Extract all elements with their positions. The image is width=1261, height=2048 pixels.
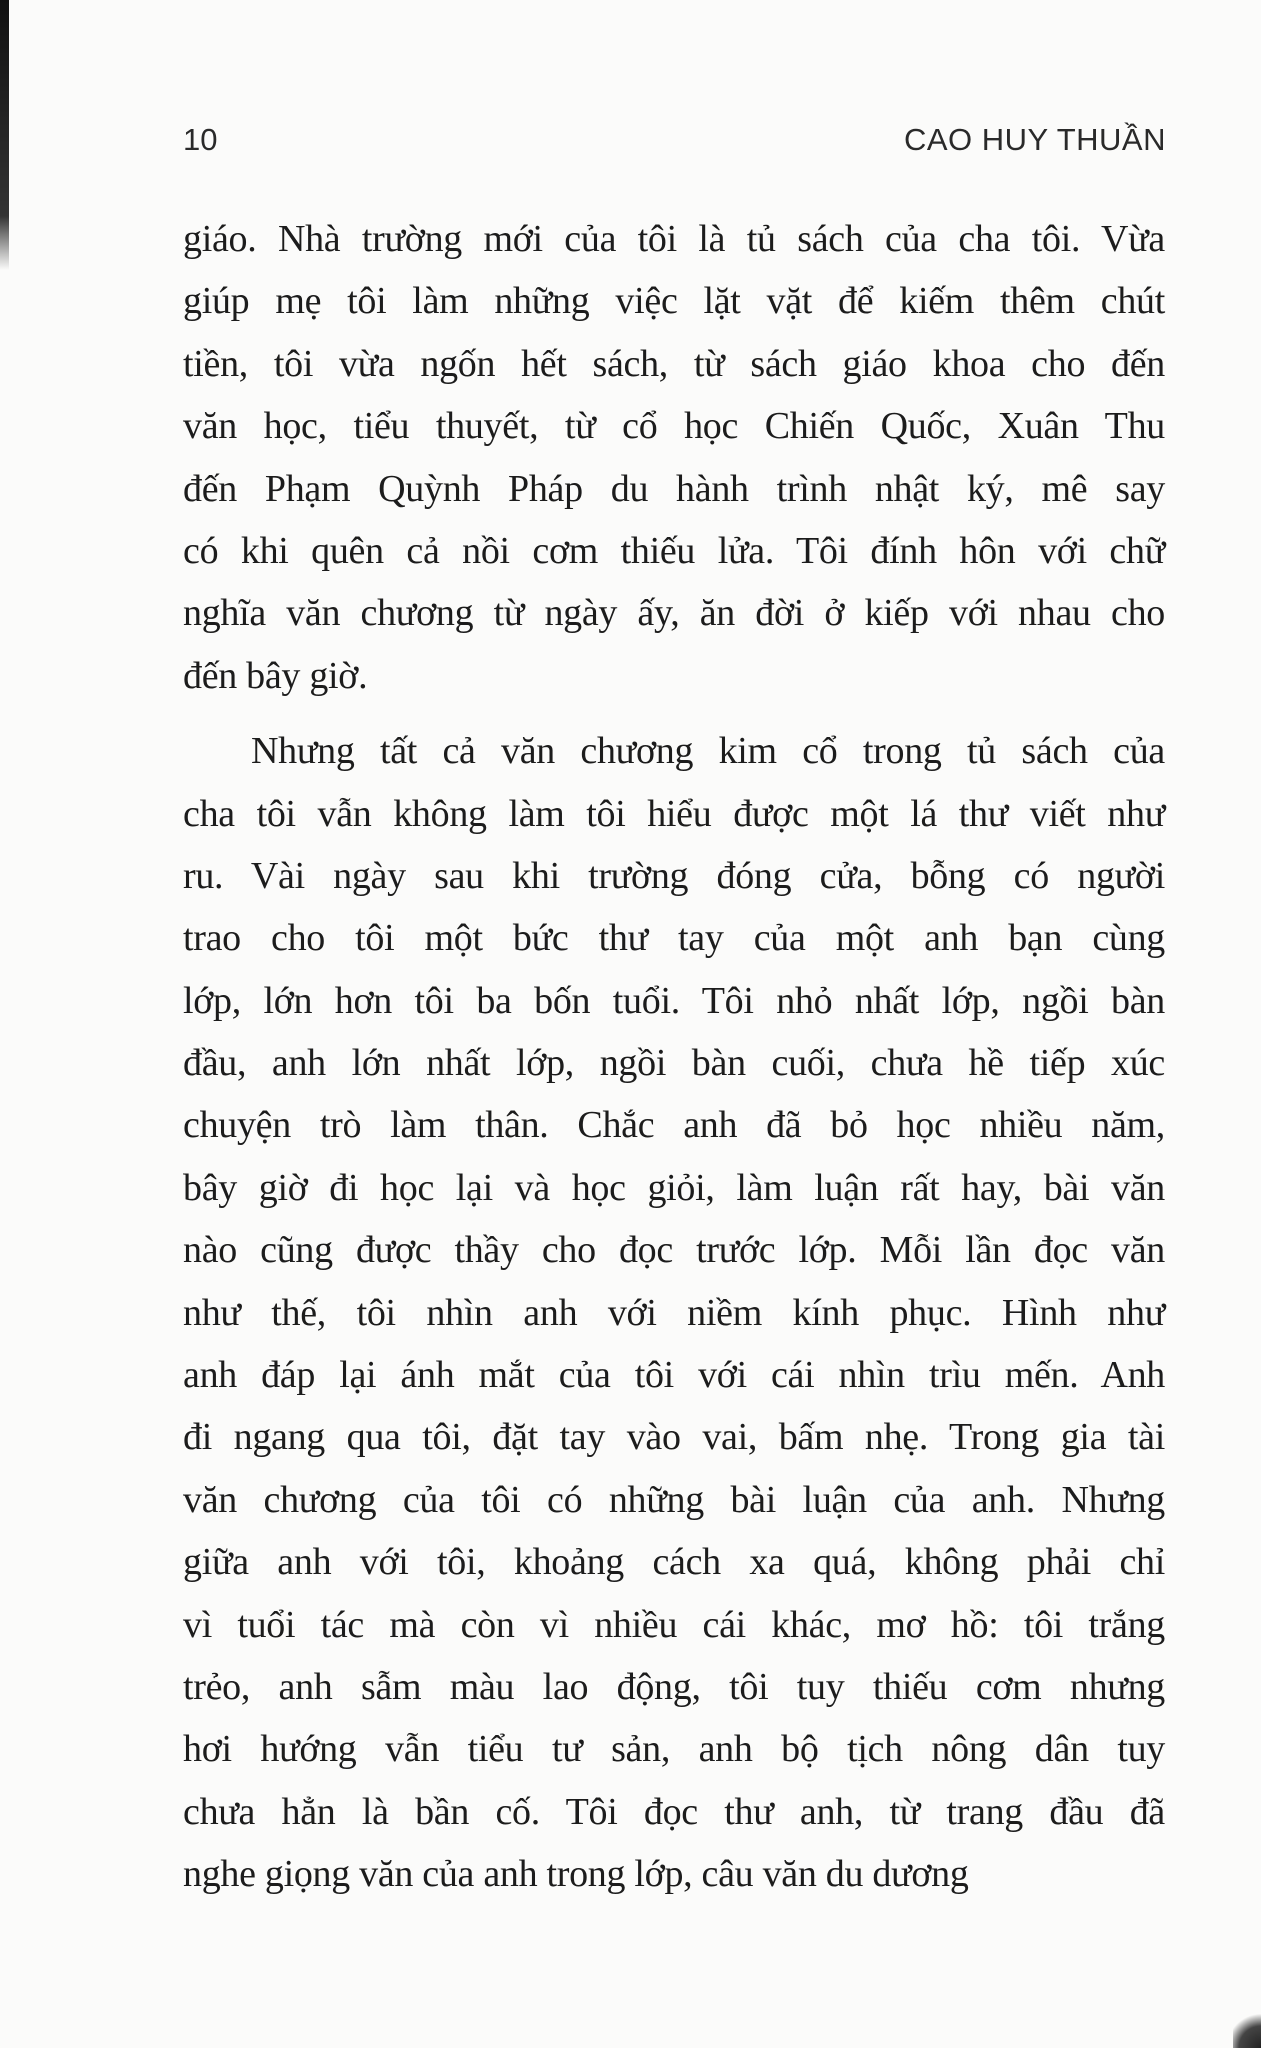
text-line: đầu, anh lớn nhất lớp, ngồi bàn cuối, chưa hề tiếp xúc xyxy=(183,1042,1165,1085)
text-line: hơi hướng vẫn tiểu tư sản, anh bộ tịch nông dân tuy xyxy=(183,1728,1165,1771)
text-line: Nhưng tất cả văn chương kim cổ trong tủ sách của xyxy=(251,730,1165,773)
paragraph xyxy=(183,720,1165,1905)
text-line: giúp mẹ tôi làm những việc lặt vặt để kiếm thêm chút xyxy=(183,280,1165,323)
text-line: tiền, tôi vừa ngốn hết sách, từ sách giáo khoa cho đến xyxy=(183,342,1165,385)
page-number: 10 xyxy=(183,122,218,157)
paragraph-gap xyxy=(183,707,1165,720)
text-line: nghĩa văn chương từ ngày ấy, ăn đời ở kiếp với nhau cho xyxy=(183,592,1165,635)
text-line: nghe giọng văn của anh trong lớp, câu văn du dương xyxy=(183,1853,969,1896)
text-line: đến Phạm Quỳnh Pháp du hành trình nhật ký, mê say xyxy=(183,467,1165,510)
text-line: bây giờ đi học lại và học giỏi, làm luận rất hay, bài văn xyxy=(183,1166,1165,1209)
text-line: như thế, tôi nhìn anh với niềm kính phục. Hình như xyxy=(183,1291,1165,1334)
text-line: văn học, tiểu thuyết, từ cổ học Chiến Quốc, Xuân Thu xyxy=(183,405,1165,448)
text-line: ru. Vài ngày sau khi trường đóng cửa, bỗng có người xyxy=(183,854,1165,897)
text-line: đến bây giờ. xyxy=(183,654,368,697)
page-binding-edge xyxy=(0,0,9,270)
text-line: cha tôi vẫn không làm tôi hiểu được một lá thư viết như xyxy=(183,792,1165,835)
page-corner-shadow xyxy=(1233,2008,1261,2048)
paragraph xyxy=(183,208,1165,707)
text-line: trao cho tôi một bức thư tay của một anh bạn cùng xyxy=(183,917,1165,960)
body-text xyxy=(183,208,1165,1906)
text-line: vì tuổi tác mà còn vì nhiều cái khác, mơ hồ: tôi trắng xyxy=(183,1603,1165,1646)
text-line: trẻo, anh sẫm màu lao động, tôi tuy thiếu cơm nhưng xyxy=(183,1665,1165,1708)
running-head-author: CAO HUY THUẦN xyxy=(903,122,1166,157)
text-line: giữa anh với tôi, khoảng cách xa quá, không phải chỉ xyxy=(183,1541,1165,1584)
text-line: lớp, lớn hơn tôi ba bốn tuổi. Tôi nhỏ nhất lớp, ngồi bàn xyxy=(183,979,1165,1022)
text-line: chuyện trò làm thân. Chắc anh đã bỏ học nhiều năm, xyxy=(183,1104,1165,1147)
text-line: đi ngang qua tôi, đặt tay vào vai, bấm nhẹ. Trong gia tài xyxy=(183,1416,1165,1459)
text-line: giáo. Nhà trường mới của tôi là tủ sách của cha tôi. Vừa xyxy=(183,218,1165,260)
text-line: có khi quên cả nồi cơm thiếu lửa. Tôi đính hôn với chữ xyxy=(183,529,1165,572)
text-line: anh đáp lại ánh mắt của tôi với cái nhìn trìu mến. Anh xyxy=(183,1354,1165,1397)
text-line: chưa hẳn là bần cố. Tôi đọc thư anh, từ trang đầu đã xyxy=(183,1790,1165,1833)
text-line: nào cũng được thầy cho đọc trước lớp. Mỗi lần đọc văn xyxy=(183,1229,1165,1272)
text-line: văn chương của tôi có những bài luận của anh. Nhưng xyxy=(183,1478,1165,1521)
